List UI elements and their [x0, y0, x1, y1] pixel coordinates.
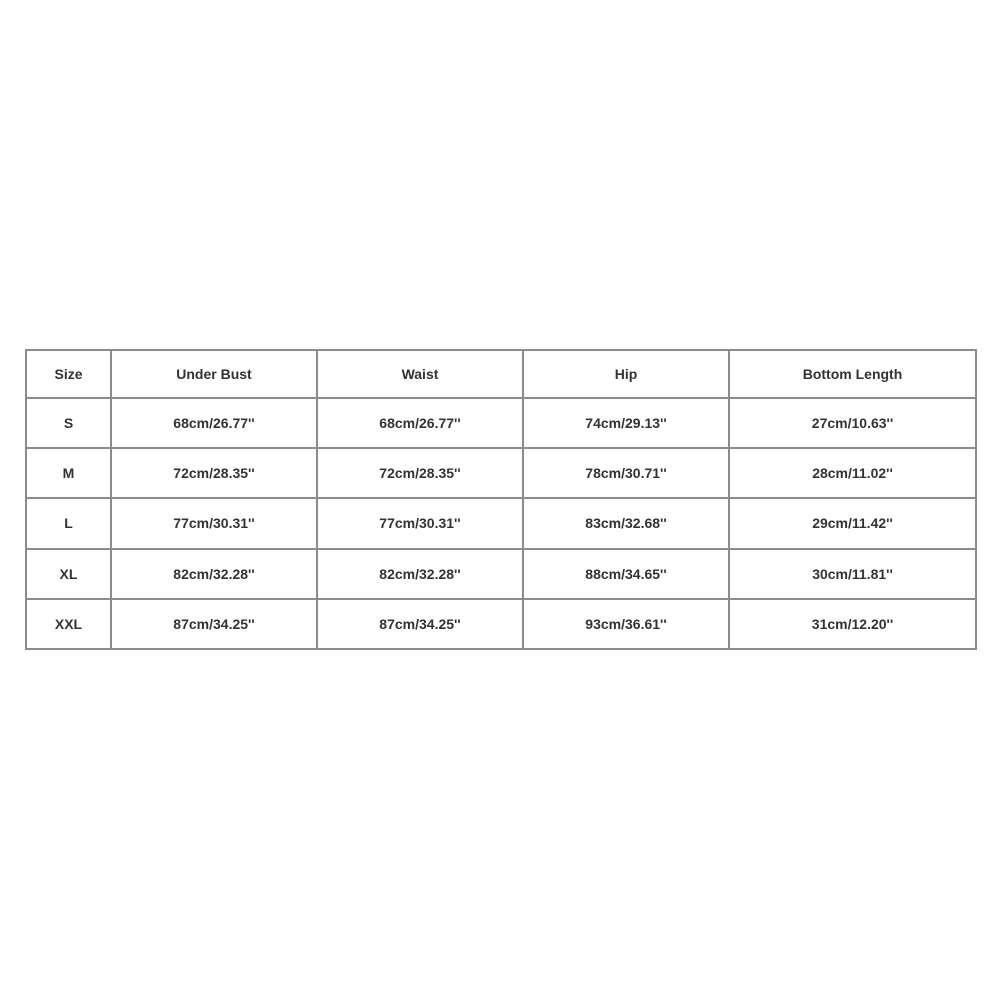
cell-under-bust: 68cm/26.77'' [111, 398, 317, 448]
cell-size: M [26, 448, 111, 498]
cell-size: XL [26, 549, 111, 599]
header-under-bust: Under Bust [111, 350, 317, 398]
table-row [26, 498, 976, 548]
cell-hip: 83cm/32.68'' [523, 498, 729, 548]
cell-under-bust: 87cm/34.25'' [111, 599, 317, 649]
table-row [26, 549, 976, 599]
cell-hip: 78cm/30.71'' [523, 448, 729, 498]
header-bottom-length: Bottom Length [729, 350, 976, 398]
cell-bottom-length: 28cm/11.02'' [729, 448, 976, 498]
cell-waist: 87cm/34.25'' [317, 599, 523, 649]
cell-waist: 72cm/28.35'' [317, 448, 523, 498]
cell-size: S [26, 398, 111, 448]
cell-waist: 82cm/32.28'' [317, 549, 523, 599]
cell-bottom-length: 30cm/11.81'' [729, 549, 976, 599]
cell-hip: 74cm/29.13'' [523, 398, 729, 448]
cell-under-bust: 77cm/30.31'' [111, 498, 317, 548]
cell-bottom-length: 27cm/10.63'' [729, 398, 976, 448]
cell-under-bust: 82cm/32.28'' [111, 549, 317, 599]
size-chart-table [25, 349, 977, 650]
cell-size: L [26, 498, 111, 548]
cell-under-bust: 72cm/28.35'' [111, 448, 317, 498]
table-row [26, 448, 976, 498]
table-header-row [26, 350, 976, 398]
cell-hip: 93cm/36.61'' [523, 599, 729, 649]
table-row [26, 398, 976, 448]
header-waist: Waist [317, 350, 523, 398]
header-size: Size [26, 350, 111, 398]
table-row [26, 599, 976, 649]
cell-bottom-length: 29cm/11.42'' [729, 498, 976, 548]
cell-hip: 88cm/34.65'' [523, 549, 729, 599]
cell-waist: 68cm/26.77'' [317, 398, 523, 448]
cell-waist: 77cm/30.31'' [317, 498, 523, 548]
cell-size: XXL [26, 599, 111, 649]
cell-bottom-length: 31cm/12.20'' [729, 599, 976, 649]
header-hip: Hip [523, 350, 729, 398]
